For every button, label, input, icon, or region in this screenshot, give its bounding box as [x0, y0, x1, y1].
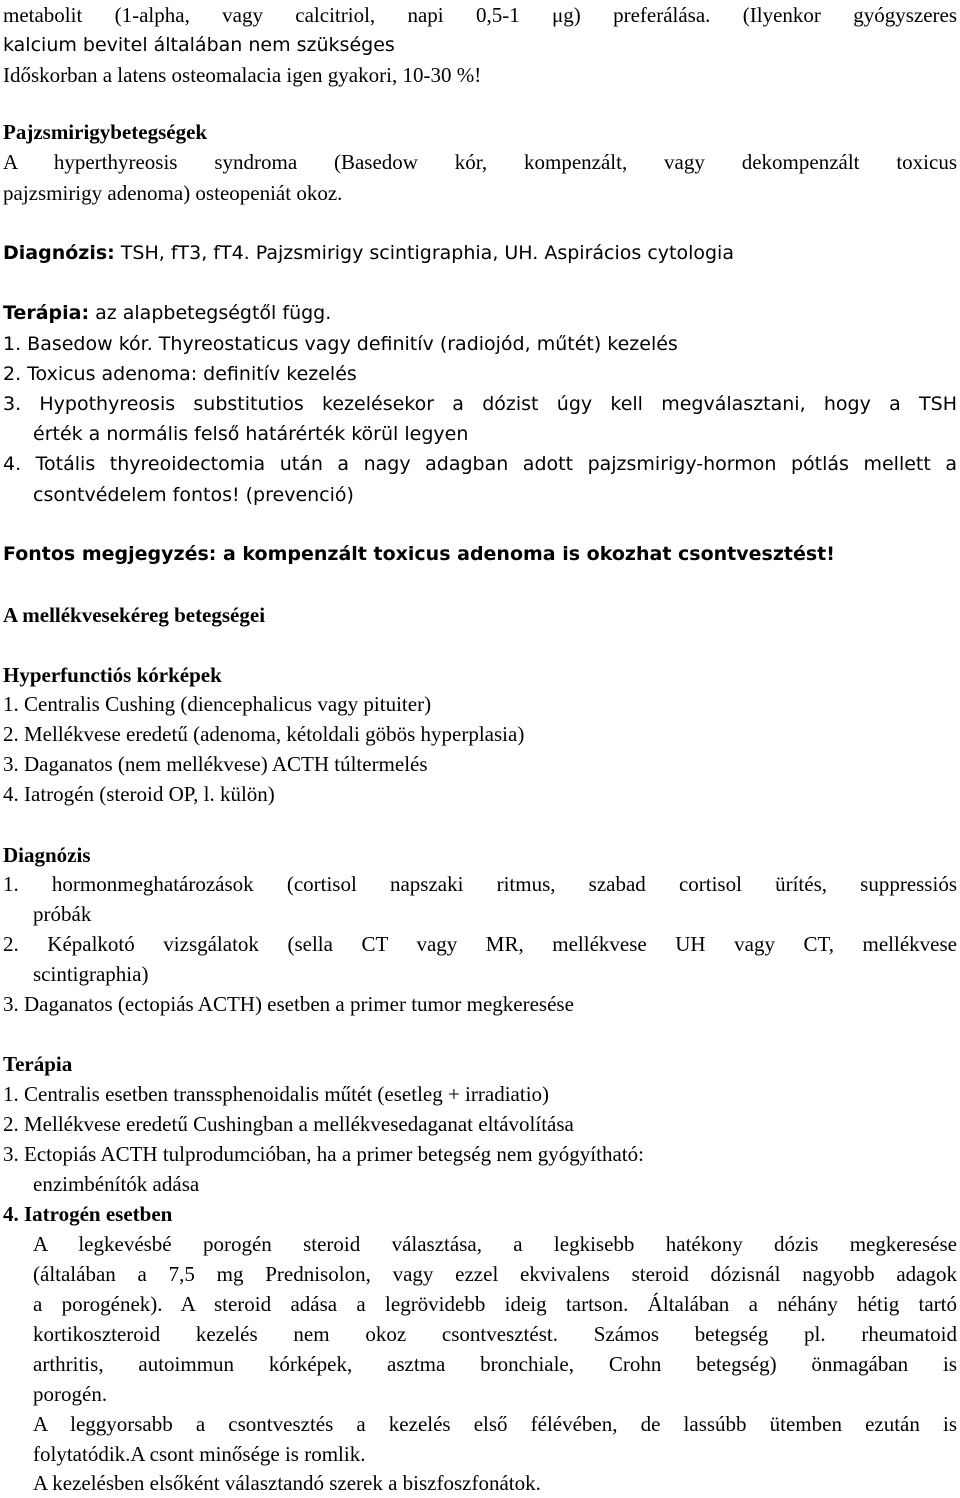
- therapy-label: Terápia:: [3, 302, 90, 324]
- text-line: A hyperthyreosis syndroma (Basedow kór, kompenzált, vagy dekompenzált toxicus: [3, 150, 957, 174]
- thyroid-diagnosis-line: [3, 238, 734, 268]
- section-heading-adrenal: A mellékvesekéreg betegségei: [3, 603, 266, 627]
- list-item-cont: érték a normális felső határérték körül legyen: [33, 423, 469, 445]
- diagnosis-text: TSH, fT3, fT4. Pajzsmirigy scintigraphia, UH. Aspirácios cytologia: [114, 242, 734, 264]
- list-item: 2. Mellékvese eredetű (adenoma, kétoldali göbös hyperplasia): [3, 722, 525, 746]
- subheading-therapy: Terápia: [3, 1052, 73, 1076]
- list-item: 3. Daganatos (nem mellékvese) ACTH túltermelés: [3, 752, 428, 776]
- text-line: Időskorban a latens osteomalacia igen gyakori, 10-30 %!: [3, 63, 482, 87]
- list-item: 3. Hypothyreosis substitutios kezelésekor a dózist úgy kell megválasztani, hogy a TSH: [3, 393, 957, 415]
- list-item: 4. Iatrogén (steroid OP, l. külön): [3, 782, 275, 806]
- list-item-cont: próbák: [33, 902, 92, 926]
- list-item: 1. Basedow kór. Thyreostaticus vagy definitív (radiojód, műtét) kezelés: [3, 333, 678, 355]
- text-line: pajzsmirigy adenoma) osteopeniát okoz.: [3, 181, 343, 205]
- list-item: 1. Centralis Cushing (diencephalicus vagy pituiter): [3, 692, 432, 716]
- list-item: 2. Mellékvese eredetű Cushingban a mellékvesedaganat eltávolítása: [3, 1112, 574, 1136]
- text-line: kalcium bevitel általában nem szükséges: [3, 34, 395, 56]
- list-item-cont: csontvédelem fontos! (prevenció): [33, 484, 354, 506]
- therapy-text: az alapbetegségtől függ.: [89, 302, 332, 324]
- list-item-heading: 4. Iatrogén esetben: [3, 1202, 173, 1226]
- paragraph-line: arthritis, autoimmun kórképek, asztma bronchiale, Crohn betegség) önmagában is: [33, 1352, 957, 1376]
- important-note: Fontos megjegyzés: a kompenzált toxicus adenoma is okozhat csontvesztést!: [3, 543, 835, 565]
- paragraph-line: A leggyorsabb a csontvesztés a kezelés első félévében, de lassúbb ütemben ezután is: [33, 1412, 957, 1436]
- paragraph-line: a porogének). A steroid adása a legrövidebb ideig tartson. Általában a néhány hétig tartó: [33, 1292, 957, 1316]
- thyroid-therapy-line: [3, 298, 331, 328]
- paragraph-line: (általában a 7,5 mg Prednisolon, vagy ezzel ekvivalens steroid dózisnál nagyobb adagok: [33, 1262, 957, 1286]
- list-item: 2. Toxicus adenoma: definitív kezelés: [3, 363, 357, 385]
- paragraph-line: A legkevésbé porogén steroid választása, a legkisebb hatékony dózis megkeresése: [33, 1232, 957, 1256]
- list-item: 1. hormonmeghatározások (cortisol napszaki ritmus, szabad cortisol ürítés, suppressiós: [3, 872, 957, 896]
- list-item-cont: enzimbénítók adása: [33, 1172, 200, 1196]
- paragraph-line: porogén.: [33, 1382, 108, 1406]
- list-item: 4. Totális thyreoidectomia után a nagy adagban adott pajzsmirigy-hormon pótlás mellett a: [3, 453, 957, 475]
- paragraph-line: folytatódik.A csont minősége is romlik.: [33, 1442, 366, 1466]
- list-item: 1. Centralis esetben transsphenoidalis műtét (esetleg + irradiatio): [3, 1082, 550, 1106]
- list-item-cont: scintigraphia): [33, 962, 149, 986]
- list-item: 2. Képalkotó vizsgálatok (sella CT vagy MR, mellékvese UH vagy CT, mellékvese: [3, 932, 957, 956]
- diagnosis-label: Diagnózis:: [3, 242, 115, 264]
- subheading-diagnosis: Diagnózis: [3, 843, 91, 867]
- section-heading-thyroid: Pajzsmirigybetegségek: [3, 120, 208, 144]
- paragraph-line: kortikoszteroid kezelés nem okoz csontvesztést. Számos betegség pl. rheumatoid: [33, 1322, 957, 1346]
- text-line: metabolit (1-alpha, vagy calcitriol, napi 0,5-1 μg) preferálása. (Ilyenkor gyógyszeres: [3, 3, 957, 27]
- paragraph-line: A kezelésben elsőként választandó szerek a biszfoszfonátok.: [33, 1471, 541, 1495]
- subheading-hyperfunction: Hyperfunctiós kórképek: [3, 663, 222, 687]
- list-item: 3. Daganatos (ectopiás ACTH) esetben a primer tumor megkeresése: [3, 992, 574, 1016]
- list-item: 3. Ectopiás ACTH tulprodumcióban, ha a primer betegség nem gyógyítható:: [3, 1142, 644, 1166]
